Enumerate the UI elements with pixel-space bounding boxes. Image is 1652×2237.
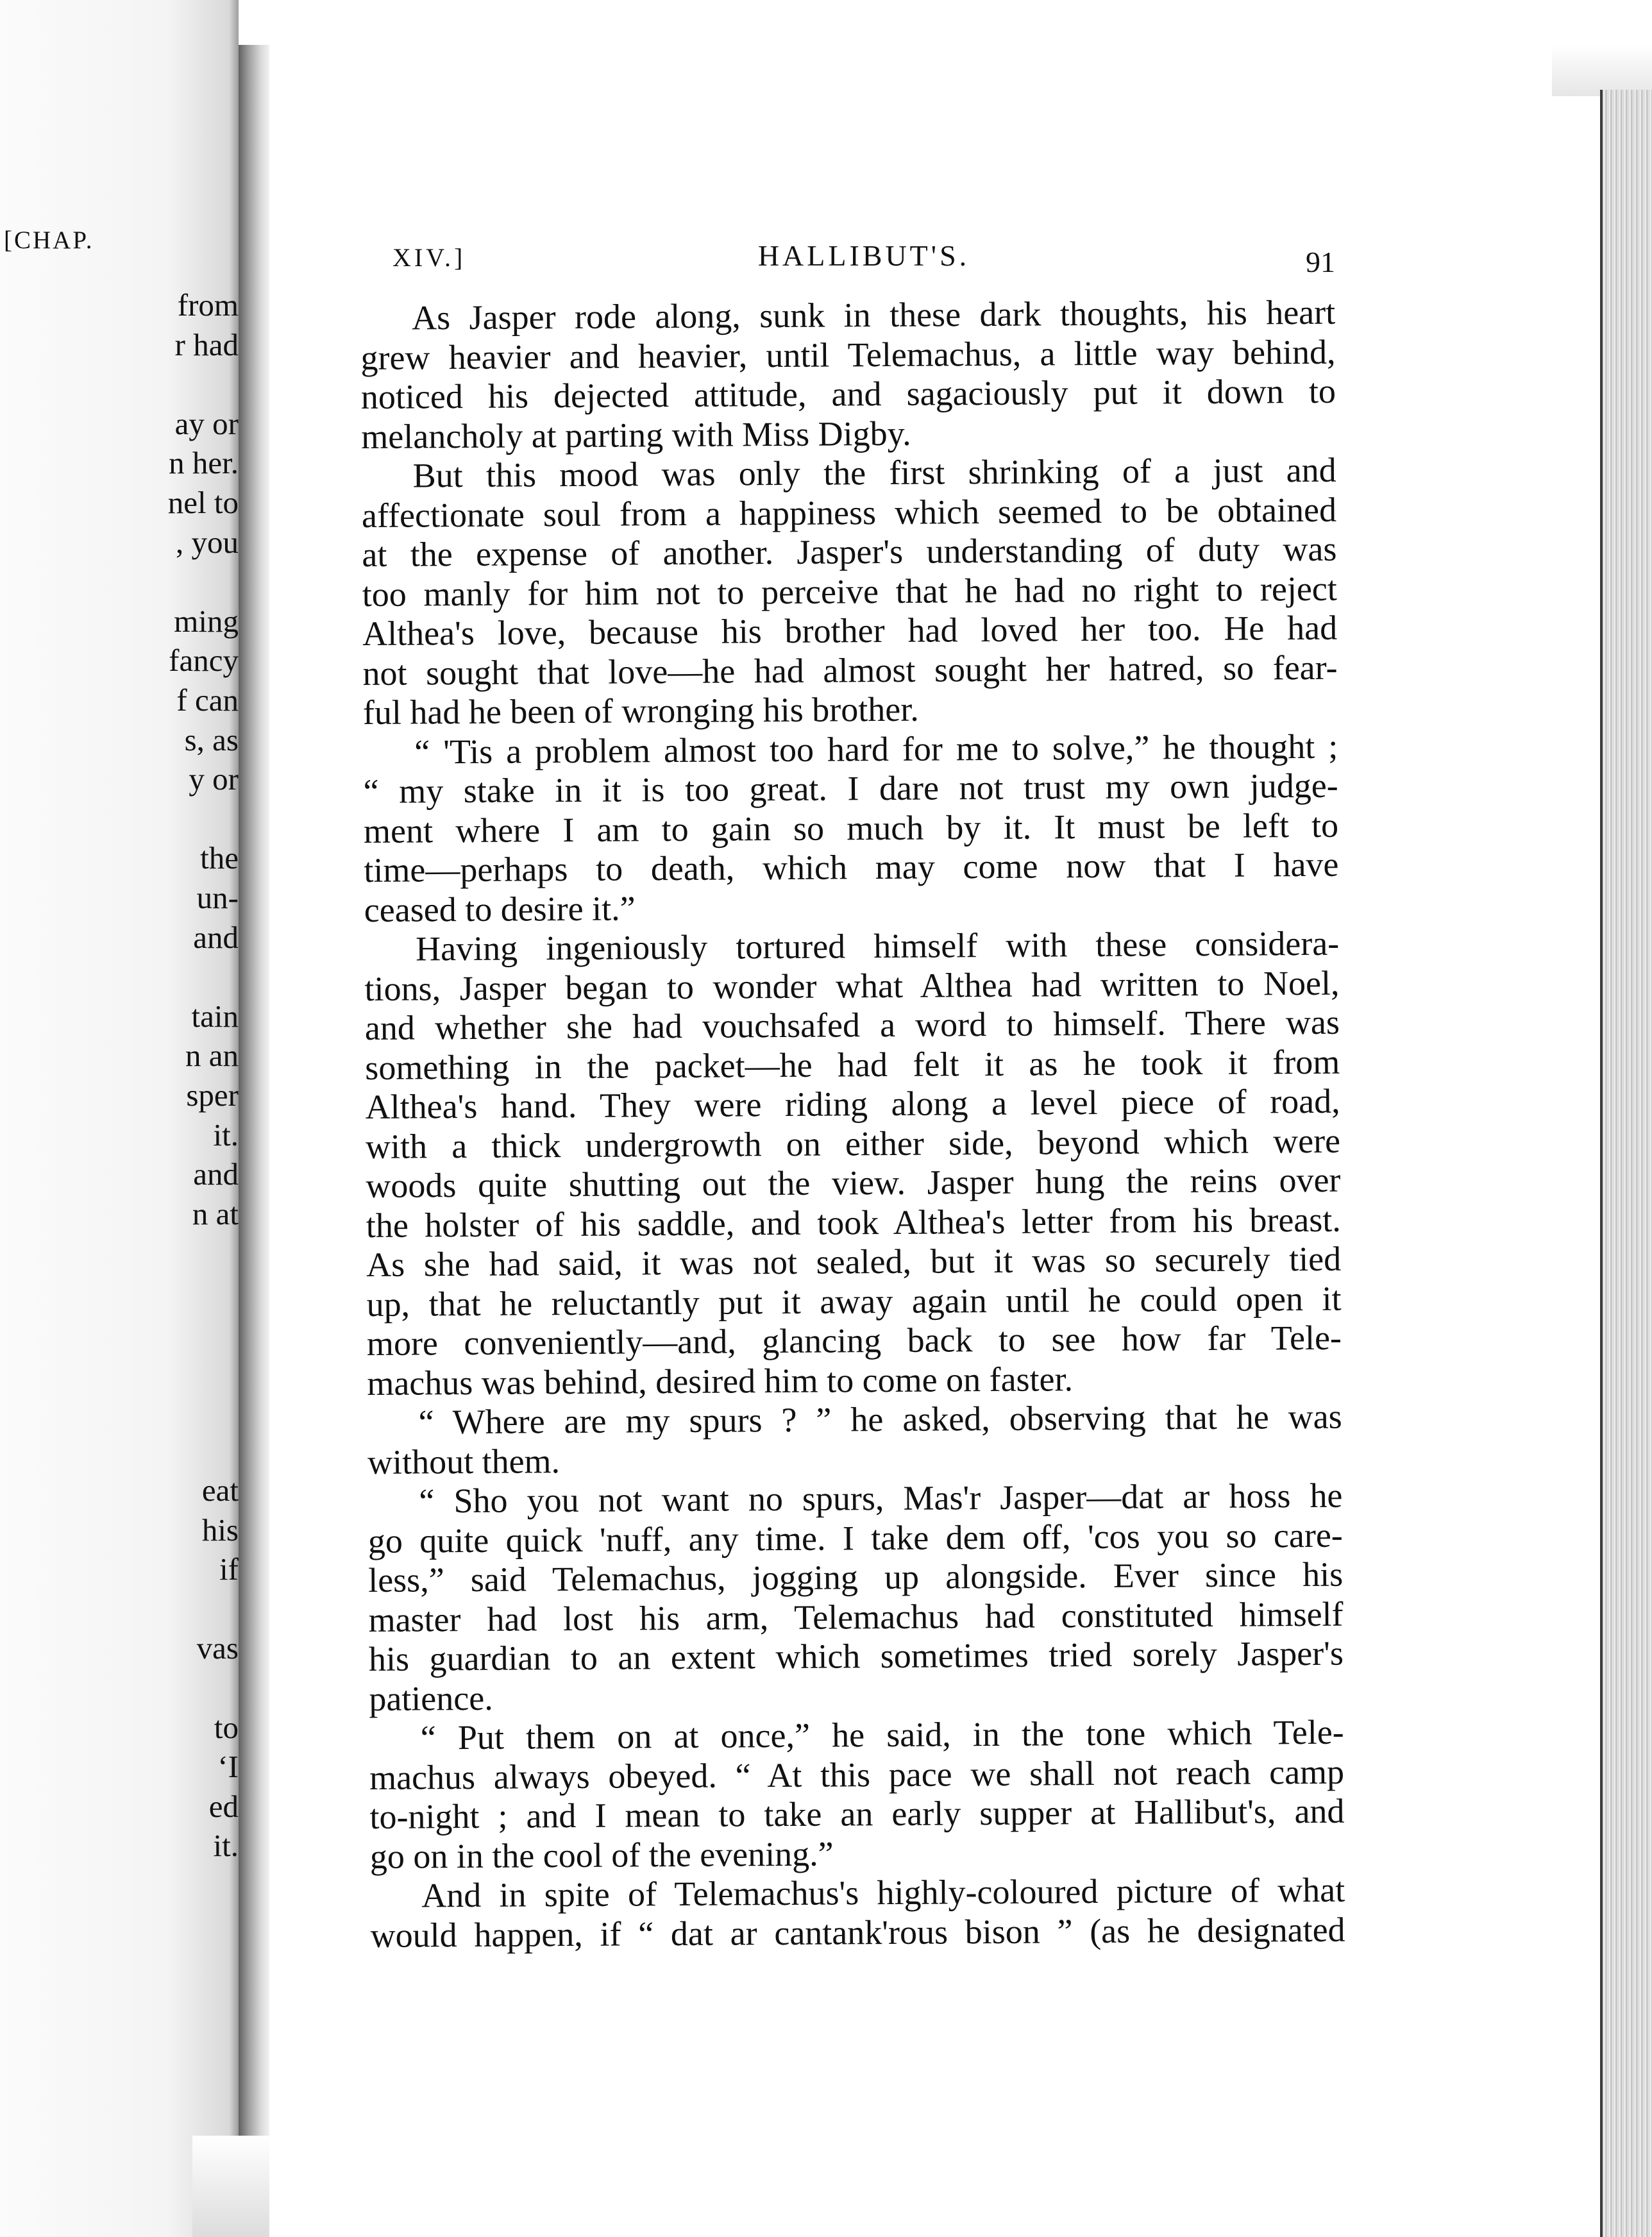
- gutter-shadow: [192, 2136, 269, 2237]
- left-page-line: fancy: [169, 643, 239, 679]
- text-line: But this mood was only the first shrinking of a just and: [412, 450, 1336, 495]
- text-line: “ my stake in it is too great. I dare not trust my own judge-: [363, 766, 1338, 811]
- text-line: at the expense of another. Jasper's understanding of duty was: [362, 529, 1337, 574]
- text-line: and whether she had vouchsafed a word to himself. There was: [364, 1002, 1340, 1047]
- left-page-line: ‘I: [217, 1749, 239, 1785]
- left-page-line: ming: [174, 603, 239, 639]
- page-number: 91: [1306, 246, 1335, 278]
- left-page-line: if: [219, 1551, 239, 1587]
- text-line: ment where I am to gain so much by it. It must be left to: [363, 806, 1339, 850]
- left-page-line: sper: [186, 1077, 239, 1113]
- left-page-line: n at: [192, 1195, 239, 1231]
- text-line: without them.: [367, 1441, 560, 1481]
- text-line: master had lost his arm, Telemachus had constituted himself: [368, 1594, 1344, 1639]
- text-line: As Jasper rode along, sunk in these dark thoughts, his heart: [411, 292, 1336, 337]
- left-page-line: the: [200, 840, 239, 876]
- left-page-line: ed: [208, 1788, 239, 1824]
- text-line: “ Where are my spurs ? ” he asked, observing that he was: [418, 1397, 1342, 1442]
- left-page-line: it.: [213, 1117, 239, 1152]
- text-line: tions, Jasper began to wonder what Althea had written to Noel,: [364, 963, 1340, 1008]
- left-page-line: from: [177, 287, 239, 323]
- left-page-line: un-: [196, 880, 239, 915]
- text-line: woods quite shutting out the view. Jasper hung the reins over: [366, 1160, 1341, 1205]
- left-page-line: s, as: [184, 722, 239, 757]
- text-line: machus always obeyed. “ At this pace we shall not reach camp: [369, 1752, 1345, 1797]
- body-text: [360, 293, 1345, 1955]
- left-page-line: y or: [189, 761, 239, 797]
- text-line: something in the packet—he had felt it as he took it from: [365, 1042, 1340, 1087]
- text-line: Having ingeniously tortured himself with these considera-: [416, 924, 1340, 968]
- chapter-number: XIV.]: [392, 243, 466, 272]
- page-edges-top: [1552, 45, 1652, 96]
- text-line: time—perhaps to death, which may come now that I have: [364, 845, 1339, 890]
- left-page-line: vas: [196, 1630, 239, 1666]
- left-page-line: it.: [213, 1828, 239, 1864]
- text-line: go on in the cool of the evening.”: [369, 1834, 834, 1876]
- text-line: to-night ; and I mean to take an early supper at Hallibut's, and: [369, 1791, 1345, 1836]
- text-line: with a thick undergrowth on either side, beyond which were: [365, 1121, 1341, 1166]
- text-line: patience.: [369, 1678, 493, 1718]
- text-line: go quite quick 'nuff, any time. I take dem off, 'cos you so care-: [367, 1515, 1343, 1560]
- running-head: [392, 239, 1335, 283]
- text-line: “ Put them on at once,” he said, in the tone which Tele-: [420, 1712, 1344, 1757]
- text-line: not sought that love—he had almost sought her hatred, so fear-: [362, 648, 1338, 693]
- text-line: his guardian to an extent which sometimes tried sorely Jasper's: [368, 1633, 1344, 1678]
- text-line: noticed his dejected attitude, and sagaciously put it down to: [360, 371, 1336, 416]
- left-page-line: n her.: [169, 445, 239, 481]
- left-page-line: n an: [185, 1038, 239, 1074]
- text-line: “ 'Tis a problem almost too hard for me to solve,” he thought ;: [414, 727, 1338, 771]
- left-page-line: ay or: [174, 405, 239, 441]
- text-line: affectionate soul from a happiness which seemed to be obtained: [361, 490, 1337, 535]
- left-page-line: and: [193, 1156, 239, 1192]
- text-line: would happen, if “ dat ar cantank'rous bison ” (as he designated: [370, 1910, 1345, 1955]
- left-page-line: r had: [174, 326, 239, 362]
- page-title: HALLIBUT'S.: [757, 239, 970, 272]
- page-edges: [1600, 90, 1652, 2237]
- text-line: more conveniently—and, glancing back to see how far Tele-: [366, 1318, 1342, 1363]
- text-line: And in spite of Telemachus's highly-coloured picture of what: [421, 1870, 1345, 1915]
- left-page-line: to: [214, 1709, 239, 1745]
- text-line: too manly for him not to perceive that he had no right to reject: [362, 569, 1337, 614]
- left-page-line: and: [193, 919, 239, 955]
- text-line: less,” said Telemachus, jogging up alongside. Ever since his: [368, 1555, 1344, 1600]
- text-line: the holster of his saddle, and took Althea's letter from his breast.: [366, 1200, 1341, 1245]
- text-line: As she had said, it was not sealed, but it was so securely tied: [366, 1239, 1342, 1284]
- left-page-line: his: [201, 1512, 239, 1548]
- left-page-fragment: [0, 0, 239, 2237]
- text-line: Althea's hand. They were riding along a level piece of road,: [365, 1081, 1340, 1126]
- text-line: melancholy at parting with Miss Digby.: [361, 414, 911, 456]
- text-line: ful had he been of wronging his brother.: [362, 689, 919, 732]
- left-page-line: eat: [201, 1473, 239, 1508]
- left-page-line: f can: [176, 682, 239, 718]
- text-line: machus was behind, desired him to come on faster.: [367, 1359, 1074, 1403]
- left-page-line: nel to: [167, 485, 239, 520]
- left-running-head: [CHAP.: [4, 226, 94, 254]
- text-line: ceased to desire it.”: [364, 888, 636, 929]
- text-line: “ Sho you not want no spurs, Mas'r Jasper—dat ar hoss he: [419, 1476, 1343, 1521]
- text-line: up, that he reluctantly put it away again until he could open it: [366, 1279, 1342, 1324]
- left-page-line: , you: [176, 524, 239, 560]
- text-line: grew heavier and heavier, until Telemachus, a little way behind,: [360, 332, 1336, 377]
- book-gutter: [239, 45, 269, 2237]
- text-line: Althea's love, because his brother had loved her too. He had: [362, 608, 1338, 653]
- left-page-line: tain: [191, 998, 239, 1034]
